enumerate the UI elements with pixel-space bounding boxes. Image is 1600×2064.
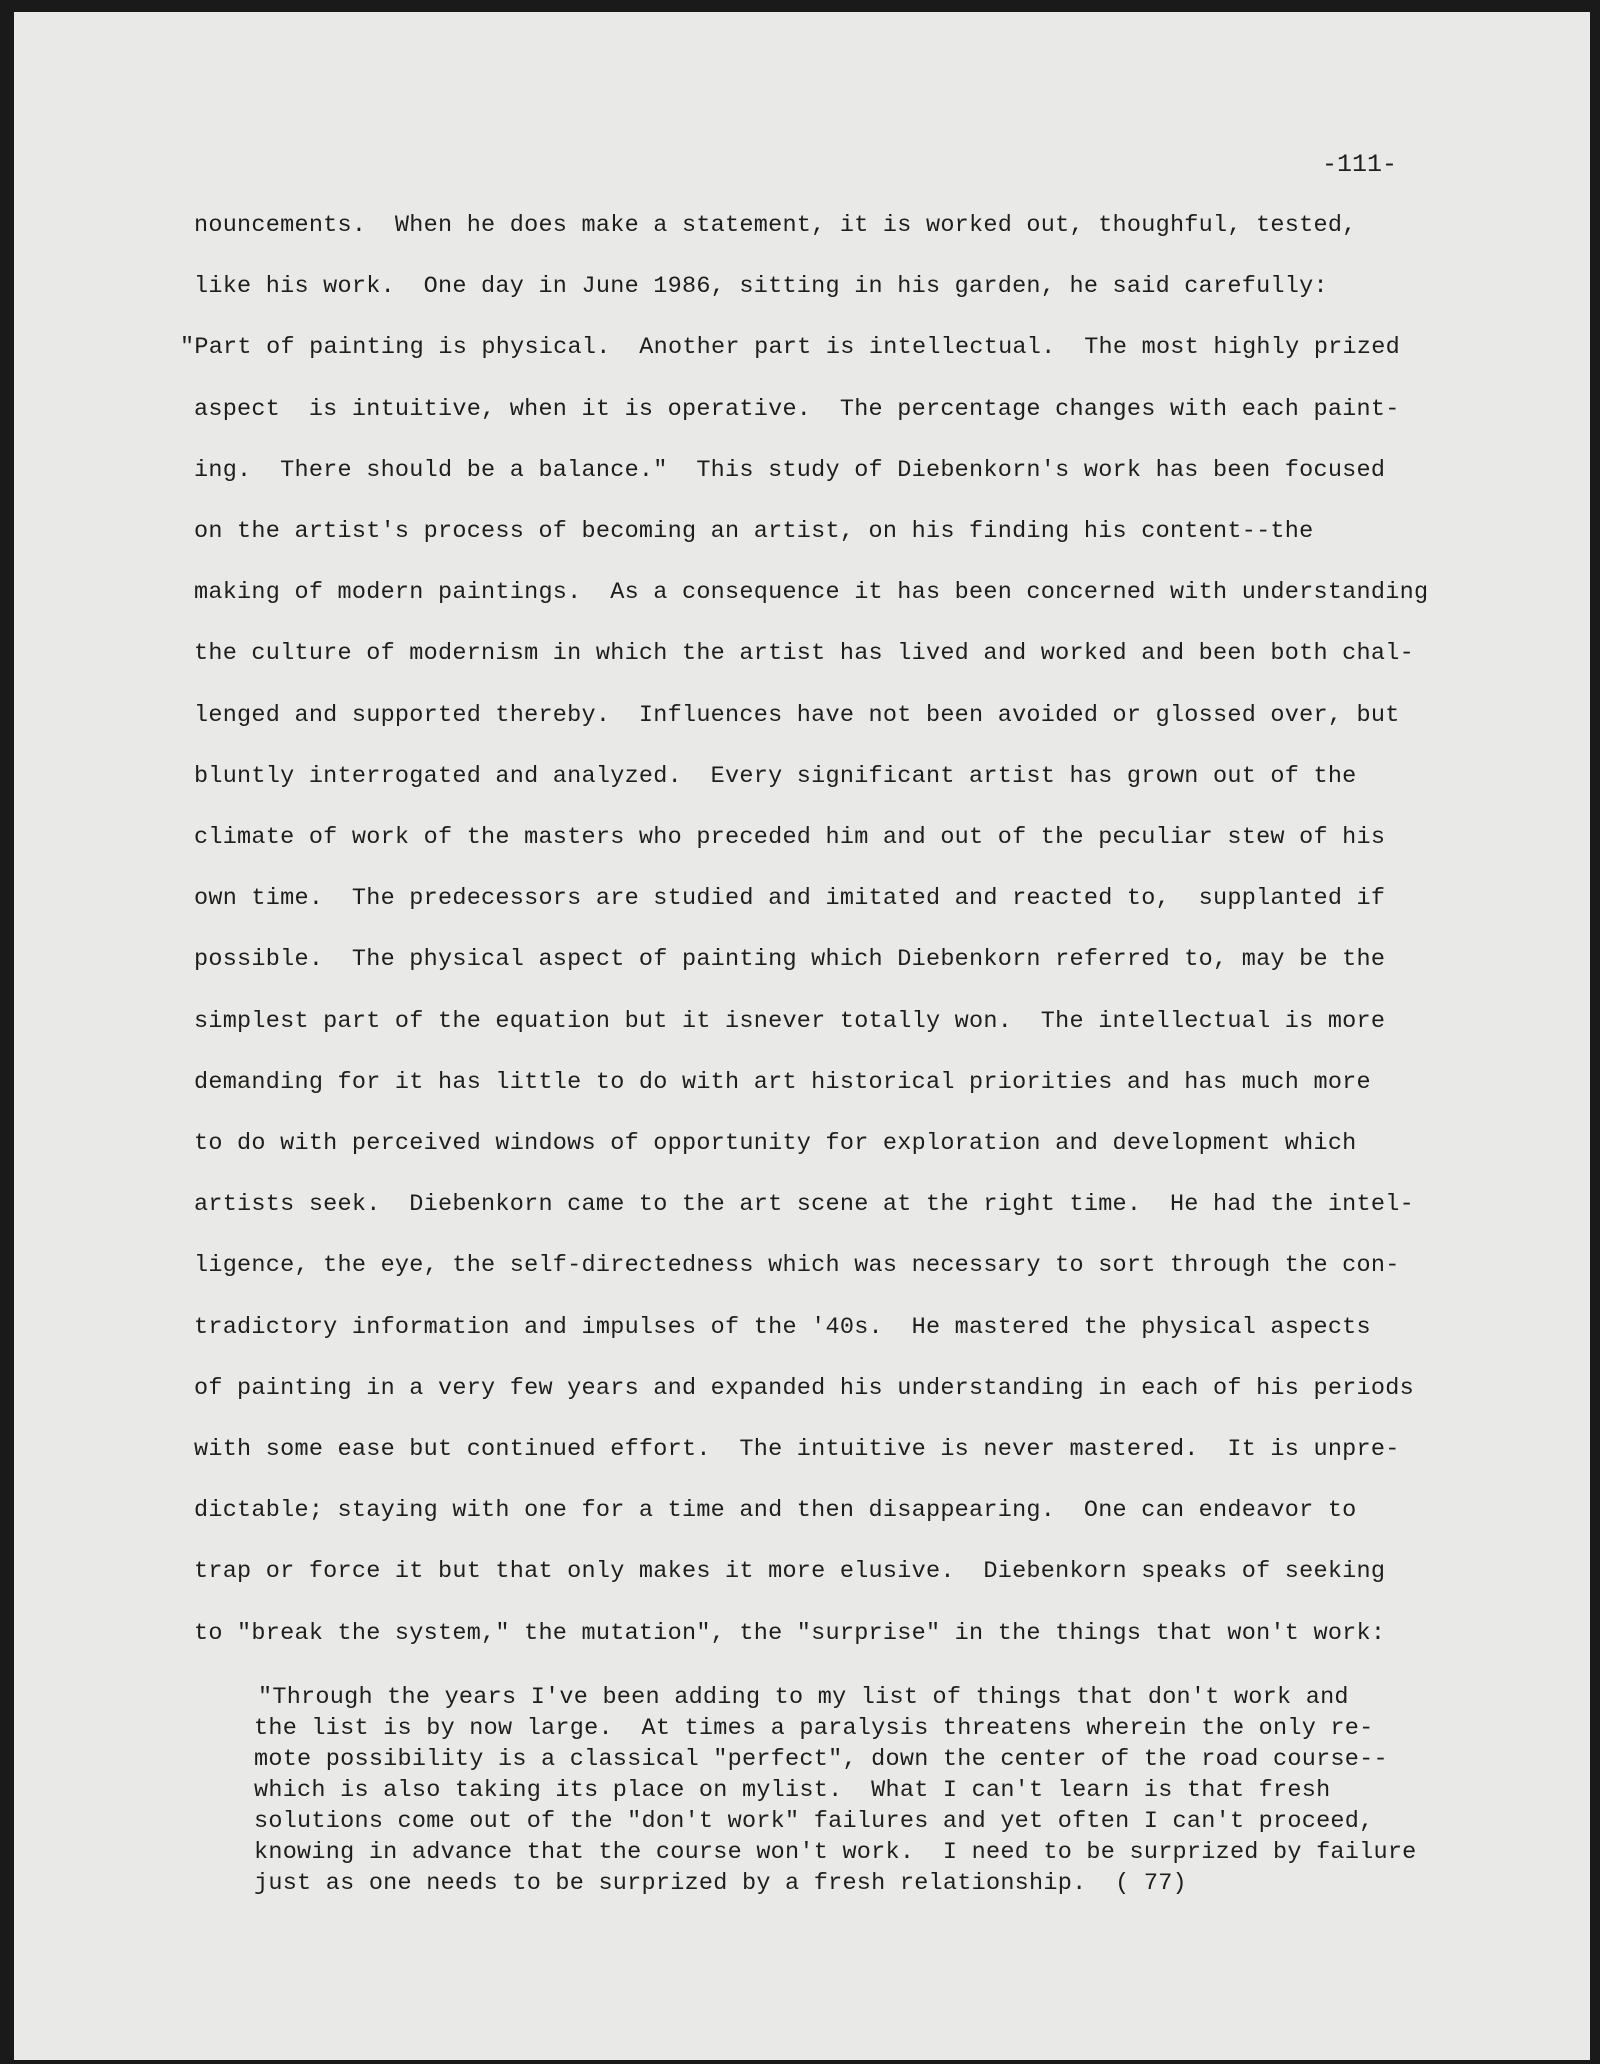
quote-line: just as one needs to be surprized by a fresh relationship. ( 77) [254,1870,1187,1897]
quote-line: which is also taking its place on mylist. What I can't learn is that fresh [254,1777,1331,1804]
paragraph-line: lenged and supported thereby. Influences have not been avoided or glossed over, but [194,701,1400,729]
quote-line: knowing in advance that the course won't work. I need to be surprized by failure [254,1839,1417,1866]
document-page [14,12,1590,2060]
paragraph-line: trap or force it but that only makes it more elusive. Diebenkorn speaks of seeking [194,1558,1386,1586]
paragraph-line: with some ease but continued effort. The intuitive is never mastered. It is unpre- [194,1436,1400,1463]
paragraph-line: ing. There should be a balance." This study of Diebenkorn's work has been focused [194,456,1386,484]
paragraph-line: own time. The predecessors are studied and imitated and reacted to, supplanted if [194,885,1386,913]
paragraph-line: demanding for it has little to do with art historical priorities and has much more [194,1068,1371,1096]
page-number: -111- [1322,150,1398,179]
paragraph-line: the culture of modernism in which the artist has lived and worked and been both chal- [194,640,1414,668]
paragraph-line: "Part of painting is physical. Another part is intellectual. The most highly prized [180,334,1400,362]
paragraph-line: of painting in a very few years and expanded his understanding in each of his periods [194,1374,1414,1402]
paragraph-line: on the artist's process of becoming an artist, on his finding his content--the [194,518,1314,545]
paragraph-line: aspect is intuitive, when it is operative. The percentage changes with each paint- [194,395,1400,423]
paragraph-line: like his work. One day in June 1986, sitting in his garden, he said carefully: [194,273,1328,301]
quote-line: "Through the years I've been adding to my list of things that don't work and [258,1684,1349,1711]
quote-line: solutions come out of the "don't work" failures and yet often I can't proceed, [254,1808,1374,1835]
quote-line: mote possibility is a classical "perfect", down the center of the road course-- [254,1746,1388,1773]
quote-line: the list is by now large. At times a paralysis threatens wherein the only re- [254,1715,1374,1742]
paragraph-line: tradictory information and impulses of the '40s. He mastered the physical aspects [194,1313,1371,1341]
paragraph-line: simplest part of the equation but it isnever totally won. The intellectual is more [194,1007,1386,1035]
paragraph-line: to do with perceived windows of opportunity for exploration and development which [194,1130,1357,1157]
paragraph-line: dictable; staying with one for a time and then disappearing. One can endeavor to [194,1497,1357,1525]
paragraph-line: climate of work of the masters who preceded him and out of the peculiar stew of his [194,824,1386,851]
paragraph-line: bluntly interrogated and analyzed. Every significant artist has grown out of the [194,762,1357,790]
paragraph-line: making of modern paintings. As a consequence it has been concerned with understanding [194,579,1429,607]
paragraph-line: to "break the system," the mutation", the "surprise" in the things that won't work: [194,1619,1386,1647]
paragraph-line: nouncements. When he does make a statement, it is worked out, thoughful, tested, [194,212,1357,239]
paragraph-line: artists seek. Diebenkorn came to the art scene at the right time. He had the intel- [194,1191,1414,1219]
paragraph-line: ligence, the eye, the self-directedness which was necessary to sort through the con- [194,1252,1400,1280]
paragraph-line: possible. The physical aspect of painting which Diebenkorn referred to, may be the [194,946,1386,974]
